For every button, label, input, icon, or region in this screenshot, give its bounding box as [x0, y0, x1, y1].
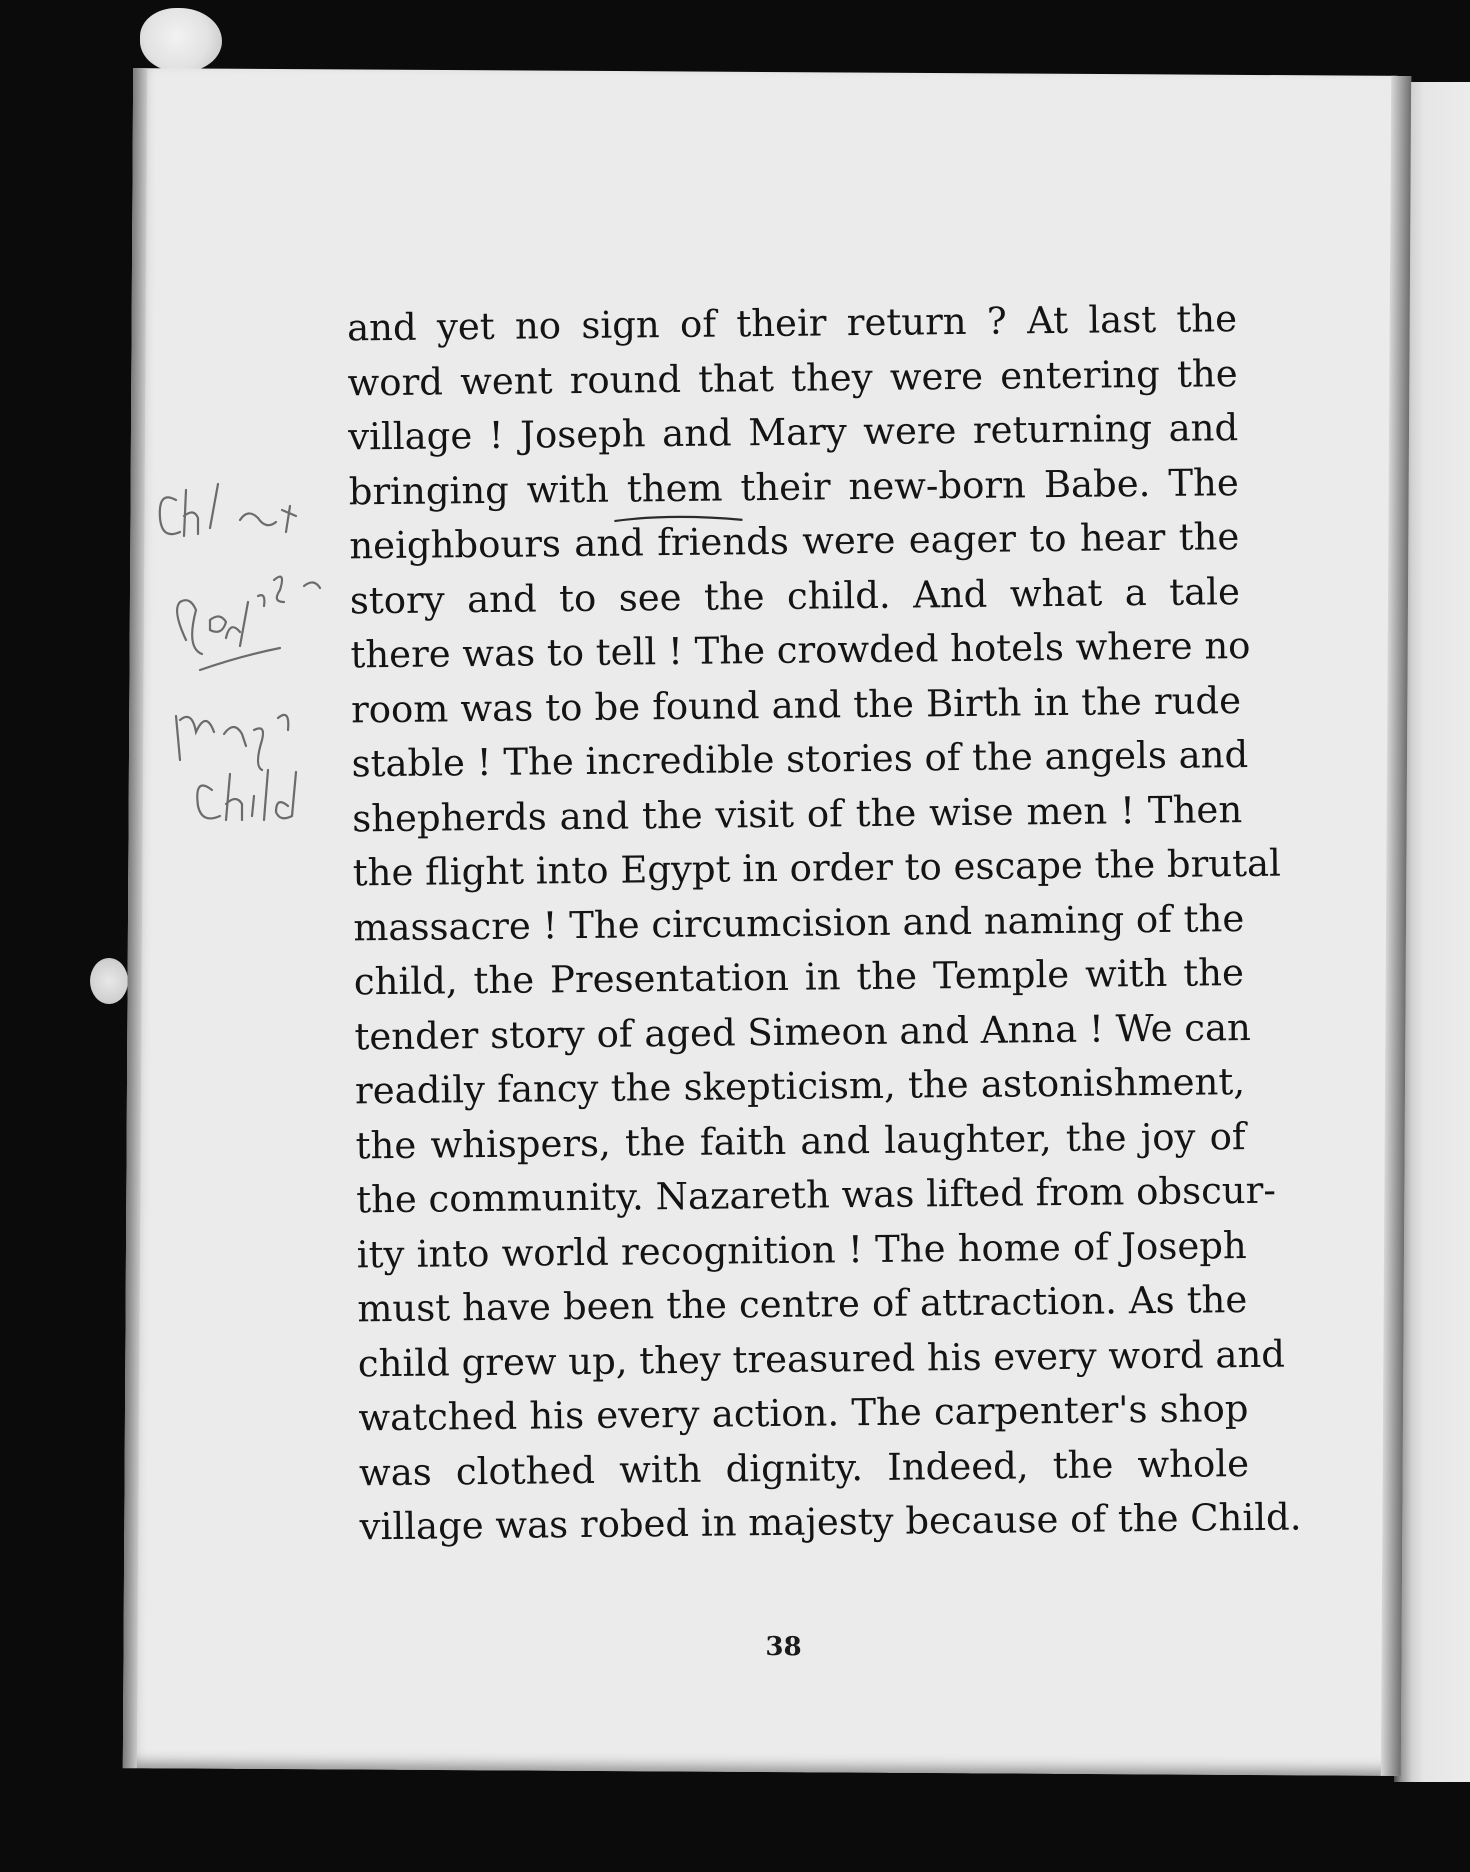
text-line: must have been the centre of attraction. As the — [357, 1278, 1248, 1331]
text-line: readily fancy the skepticism, the astonishment, — [354, 1060, 1246, 1113]
text-line: watched his every action. The carpenter's shop — [358, 1387, 1249, 1440]
handwritten-margin-note — [150, 470, 340, 850]
text-line: village ! Joseph and Mary were returning and — [347, 406, 1239, 459]
scan-artifact-left — [90, 958, 128, 1004]
text-line: the community. Nazareth was lifted from obscur- — [355, 1168, 1277, 1222]
text-line: neighbours and friends were eager to hear the — [349, 515, 1240, 568]
text-line: and yet no sign of their return ? At last the — [346, 297, 1238, 350]
page-number: 38 — [765, 1632, 802, 1663]
text-line: bringing with them their new-born Babe. The — [348, 460, 1239, 513]
text-line: stable ! The incredible stories of the angels and — [351, 733, 1249, 786]
text-line: the flight into Egypt in order to escape the brutal — [352, 841, 1282, 895]
text-line: was clothed with dignity. Indeed, the whole — [358, 1441, 1250, 1494]
text-line: shepherds and the visit of the wise men ! Then — [351, 787, 1243, 840]
text-line: ity into world recognition ! The home of Joseph — [356, 1223, 1247, 1276]
text-line: there was to tell ! The crowded hotels where no — [350, 623, 1251, 677]
text-line: the whispers, the faith and laughter, the joy of — [355, 1114, 1246, 1167]
text-line: village was robed in majesty because of the Child. — [359, 1495, 1302, 1549]
book-page — [123, 68, 1411, 1776]
text-line: room was to be found and the Birth in the rude — [350, 678, 1242, 731]
text-line: child grew up, they treasured his every word and — [357, 1332, 1286, 1385]
pencil-underline — [610, 511, 750, 528]
text-line: child, the Presentation in the Temple with the — [353, 951, 1245, 1004]
text-line: tender story of aged Simeon and Anna ! We can — [354, 1005, 1252, 1058]
text-line: massacre ! The circumcision and naming of the — [353, 896, 1245, 949]
text-line: story and to see the child. And what a tale — [349, 569, 1241, 622]
text-line: word went round that they were entering the — [347, 351, 1238, 404]
scan-artifact-top — [140, 8, 222, 72]
body-text — [346, 292, 1302, 1555]
